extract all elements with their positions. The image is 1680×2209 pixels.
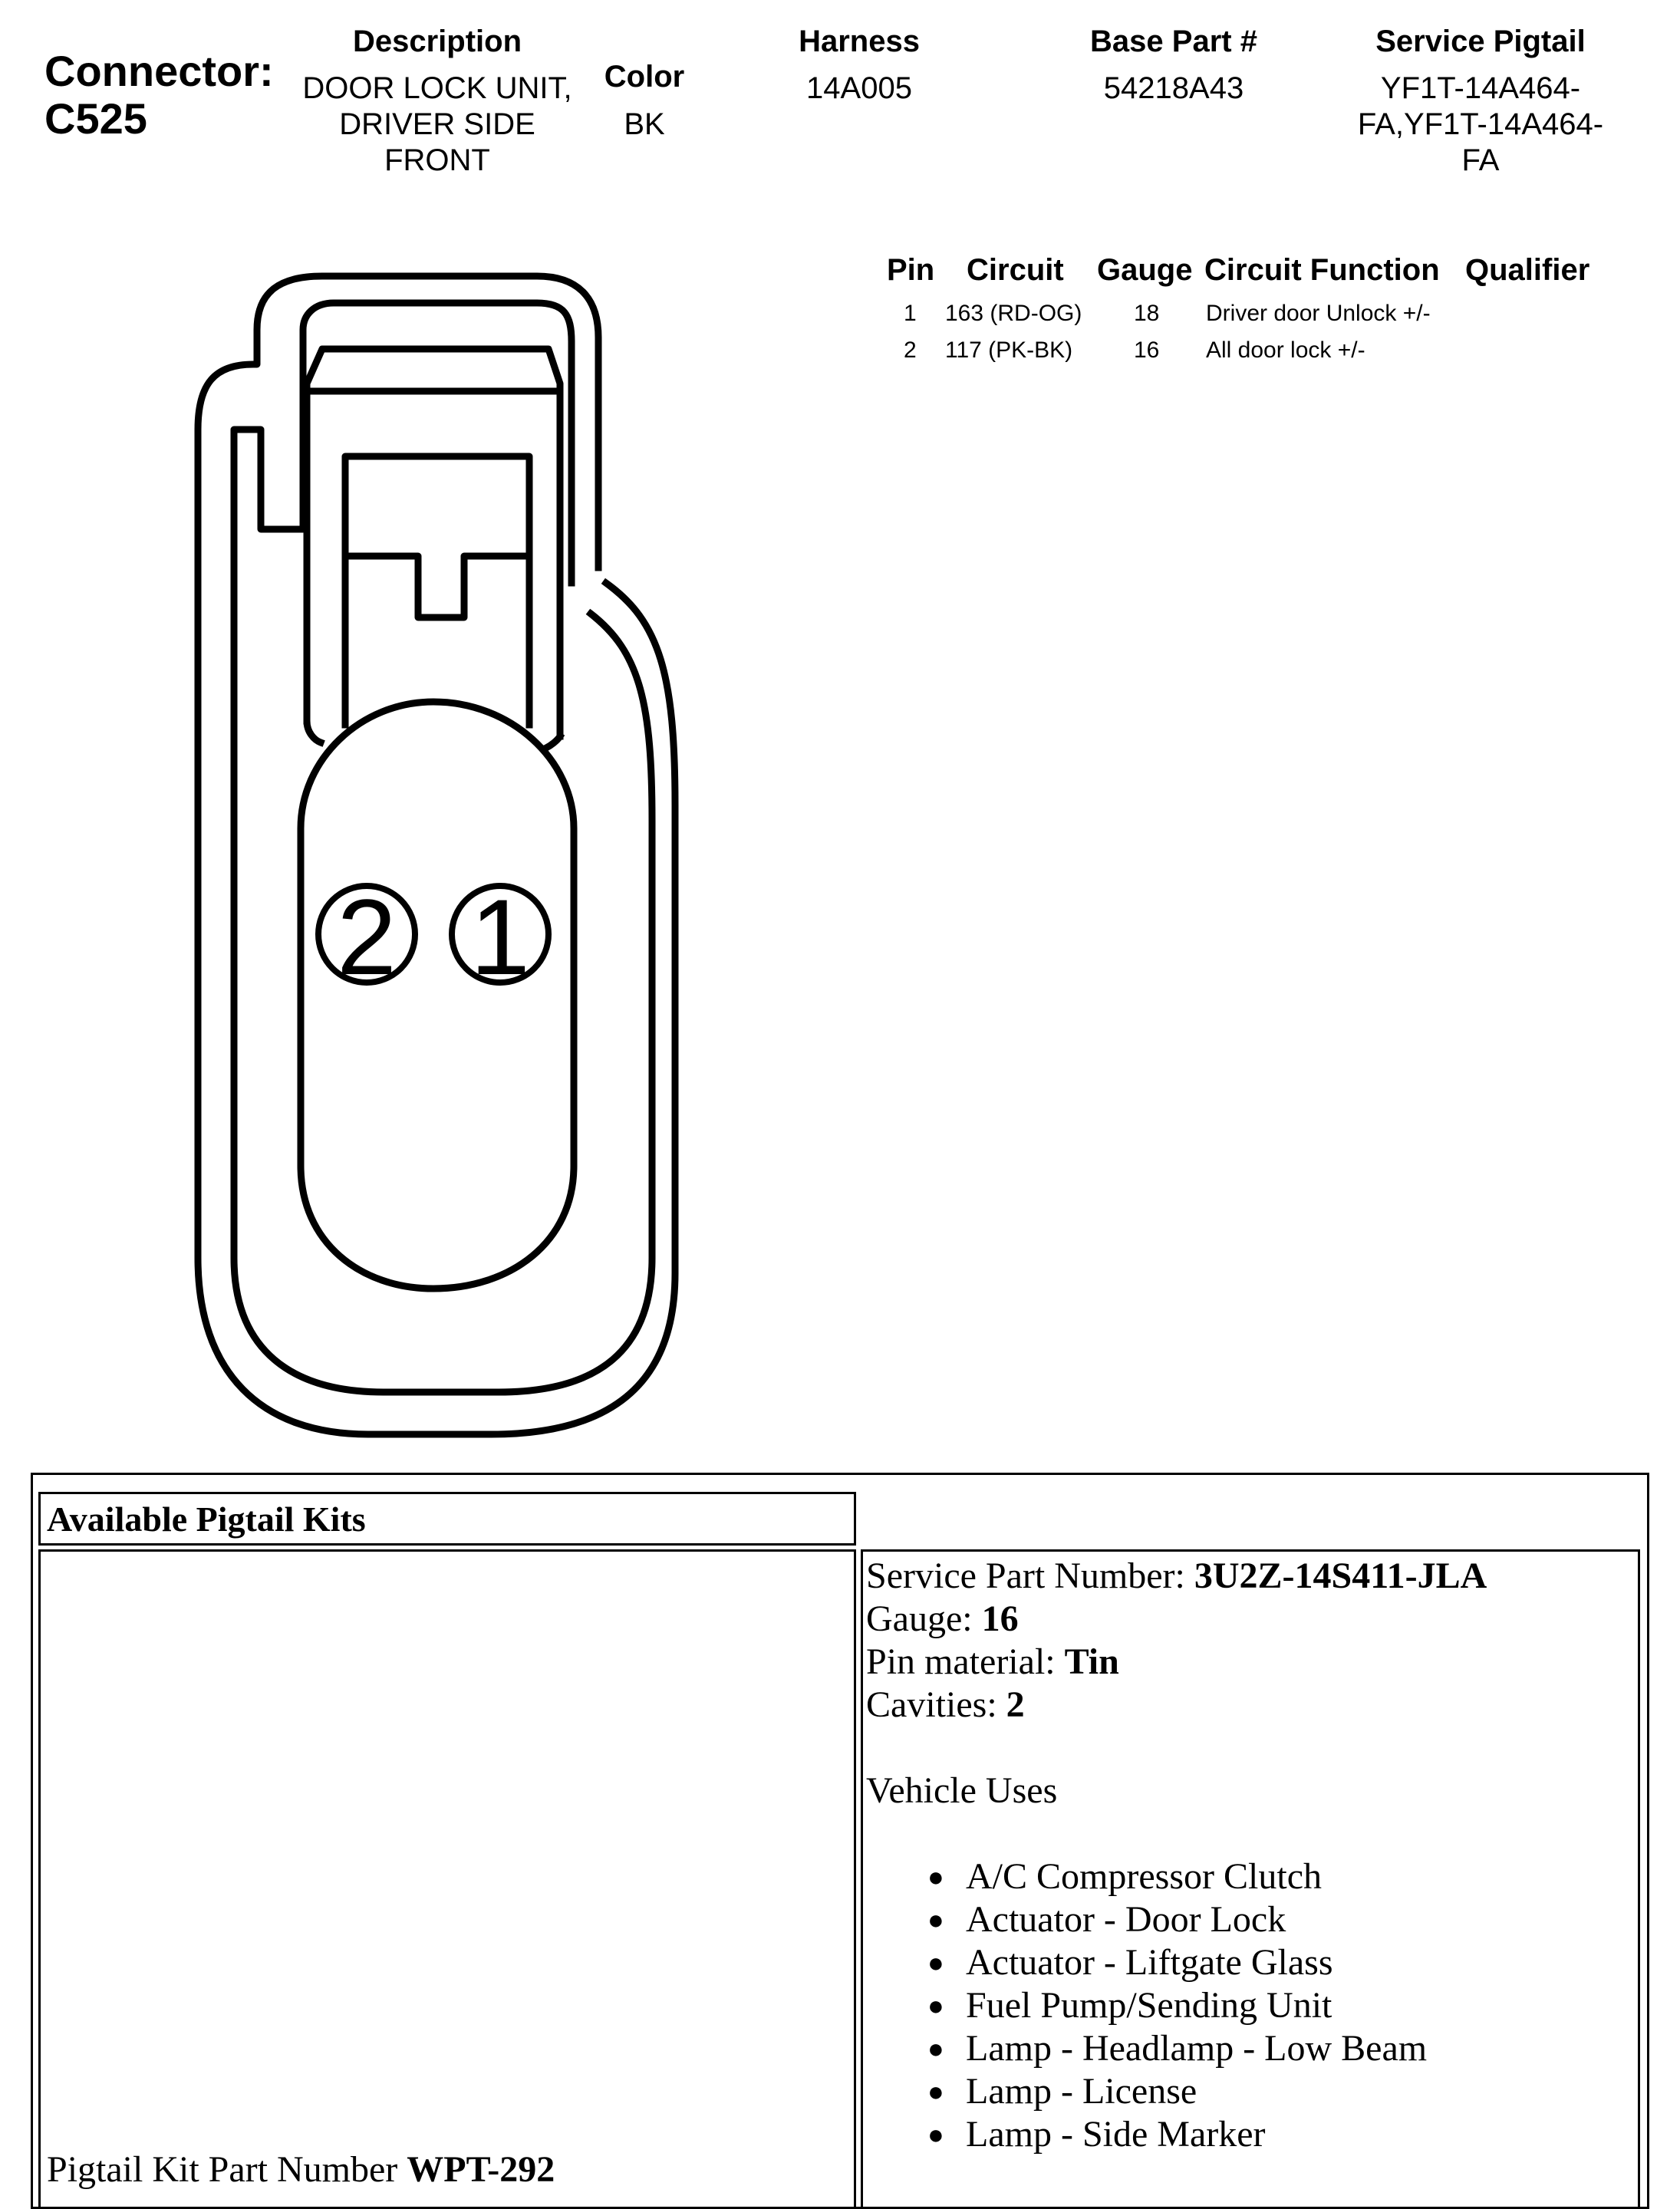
bullet-icon: ●: [927, 1947, 944, 1978]
lock-tab: [345, 456, 529, 725]
service-pigtail-line: FA: [1461, 143, 1500, 177]
cavities-value: 2: [1006, 1684, 1025, 1725]
pin-material-label: Pin material:: [866, 1641, 1065, 1682]
cavities-line: [866, 1684, 1487, 1727]
service-part-label: Service Part Number:: [866, 1556, 1194, 1596]
spec-block: [866, 1555, 1487, 2156]
service-pigtail-line: YF1T-14A464-: [1380, 71, 1581, 105]
harness-value: 14A005: [806, 71, 912, 105]
pin-col-header: Pin: [887, 253, 935, 287]
pigtail-spec-cell: [861, 1549, 1640, 2209]
pigtail-kit-cell: [38, 1549, 856, 2209]
connector-label: Connector:: [44, 47, 274, 95]
pigtail-title: Available Pigtail Kits: [47, 1500, 366, 1539]
function-cell: Driver door Unlock +/-: [1206, 301, 1431, 326]
kit-part-label: Pigtail Kit Part Number: [47, 2149, 407, 2190]
vehicle-uses-label: Vehicle Uses: [866, 1770, 1058, 1811]
list-item-text: Actuator - Door Lock: [966, 1899, 1286, 1940]
color-header: Color: [604, 60, 685, 94]
pin-material-line: [866, 1641, 1487, 1684]
list-item: [866, 2070, 1487, 2113]
service-pigtail-line: FA,YF1T-14A464-: [1357, 107, 1604, 141]
list-item-text: Fuel Pump/Sending Unit: [966, 1985, 1332, 2026]
pin-1-label: 1: [470, 877, 530, 997]
function-col-header: Circuit Function: [1204, 253, 1440, 287]
list-item: [866, 2027, 1487, 2070]
list-item-text: Actuator - Liftgate Glass: [966, 1942, 1333, 1983]
description-line: FRONT: [384, 143, 490, 177]
harness-header: Harness: [799, 25, 920, 58]
service-part-value: 3U2Z-14S411-JLA: [1194, 1556, 1487, 1596]
pin-material-value: Tin: [1064, 1641, 1119, 1682]
gauge-cell: 16: [1134, 337, 1160, 363]
list-item-text: Lamp - License: [966, 2071, 1197, 2112]
color-value: BK: [624, 107, 665, 141]
base-part-value: 54218A43: [1103, 71, 1244, 105]
connector-id: C525: [44, 94, 147, 143]
pin-cell: 2: [904, 337, 917, 363]
lock-tab-notch: [345, 556, 529, 617]
gauge-label: Gauge:: [866, 1598, 982, 1639]
list-item-text: Lamp - Headlamp - Low Beam: [966, 2028, 1428, 2069]
description-line: DRIVER SIDE: [339, 107, 535, 141]
list-item-text: Lamp - Side Marker: [966, 2114, 1266, 2155]
gauge-col-header: Gauge: [1097, 253, 1193, 287]
connector-outer-shell: [198, 276, 675, 1434]
bullet-icon: ●: [927, 2033, 944, 2064]
list-item: [866, 1941, 1487, 1984]
service-pigtail-header: Service Pigtail: [1375, 25, 1586, 58]
service-part-line: [866, 1555, 1487, 1598]
kit-part-number: [47, 2148, 555, 2191]
pigtail-title-box: [38, 1492, 856, 1546]
list-item-text: A/C Compressor Clutch: [966, 1856, 1322, 1897]
base-part-header: Base Part #: [1090, 25, 1257, 58]
gauge-line: [866, 1598, 1487, 1641]
pin-cell: 1: [904, 301, 917, 326]
bullet-icon: ●: [927, 1904, 944, 1935]
description-header: Description: [352, 25, 522, 58]
function-cell: All door lock +/-: [1206, 337, 1365, 363]
list-item: [866, 2113, 1487, 2156]
list-item: [866, 1898, 1487, 1941]
bullet-icon: ●: [927, 2076, 944, 2107]
connector-diagram: [0, 0, 767, 1473]
bullet-icon: ●: [927, 1862, 944, 1892]
circuit-col-header: Circuit: [967, 253, 1064, 287]
circuit-cell: 163 (RD-OG): [945, 301, 1082, 326]
circuit-cell: 117 (PK-BK): [945, 337, 1073, 363]
bullet-icon: ●: [927, 2119, 944, 2150]
cavities-label: Cavities:: [866, 1684, 1006, 1725]
bullet-icon: ●: [927, 1990, 944, 2021]
list-item: [866, 1984, 1487, 2027]
gauge-value: 16: [981, 1598, 1019, 1639]
kit-part-value: WPT-292: [407, 2149, 555, 2190]
gauge-cell: 18: [1134, 301, 1160, 326]
qualifier-col-header: Qualifier: [1465, 253, 1590, 287]
service-pigtail-value: [1319, 71, 1642, 179]
connector-inner-shell: [234, 303, 652, 1392]
description-line: DOOR LOCK UNIT,: [302, 71, 572, 105]
pin-2-label: 2: [337, 877, 397, 997]
vehicle-uses-list: [866, 1855, 1487, 2156]
list-item: [866, 1855, 1487, 1898]
